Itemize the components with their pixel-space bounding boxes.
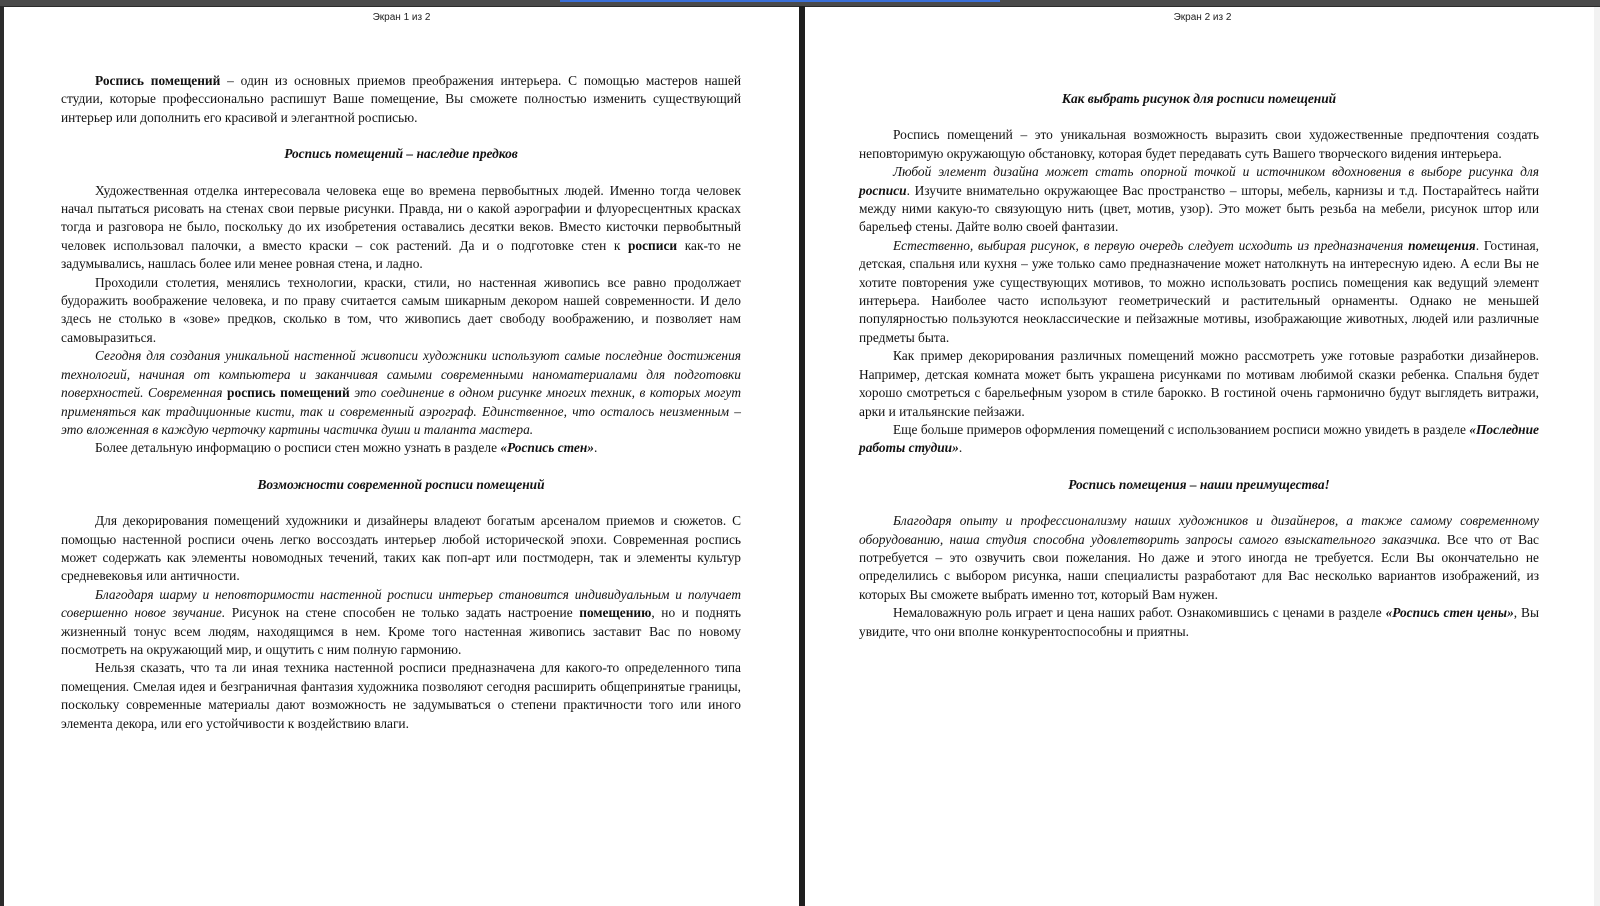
paragraph bbox=[859, 604, 1539, 641]
paragraph bbox=[61, 182, 741, 274]
screen-label: Экран 2 из 2 bbox=[1173, 12, 1232, 23]
italic-text: Естественно, выбирая рисунок, в первую очередь следует исходить из предназначения bbox=[893, 237, 1409, 253]
paragraph: Роспись помещений – это уникальная возможность выразить свои художественные предпочтения создать неповторимую окружающую обстановку, которая будет передавать суть Вашего творческого видения интерьера. bbox=[859, 127, 1539, 161]
text: , Вы увидите, что они вполне конкурентоспособны и приятны. bbox=[859, 605, 1539, 639]
paragraph: Нельзя сказать, что та ли иная техника настенной росписи предназначена для какого-то определенного типа помещения. Смелая идея и безграничная фантазия художника позволяют сегодня расширить общепринятые границы, поскольку современные материалы дают возможность не задумываться о степени практичности того или иного элемента декора, или его устойчивости к воздействию влаги. bbox=[61, 660, 741, 731]
section-heading: Роспись помещений – наследие предков bbox=[284, 146, 518, 162]
paragraph: Как пример декорирования различных помещений можно рассмотреть уже готовые разработки дизайнеров. Например, детская комната может быть украшена рисунками по мотивам любимой сказки ребенка. Спальня будет хорошо смотреться с барельефным узором в стиле барокко. В гостиной очень гармонично будут выглядеть витражи, арки и итальянские пейзажи. bbox=[859, 348, 1539, 419]
italic-text: это соединение в одном рисунке многих техник, в которых могут применяться как традиционные кисти, так и современный аэрограф. Единственное, что осталось неизменным – это вложенная в каждую черточку картины частичка души и таланта мастера. bbox=[61, 385, 741, 437]
paragraph bbox=[61, 439, 741, 457]
text: . Гостиная, детская, спальня или кухня – уже только само предназначение может натолкнуть на интересную идею. А если Вы не хотите повторения уже существующих мотивов, то можно использовать роспись помещения как ведущий элемент интерьера. Наиболее часто используют геометрический и растительный орнаменты. Однако не меньшей популярностью пользуются неоклассические и пейзажные мотивы, изображающие животных, людей или различные предметы быта. bbox=[859, 237, 1539, 345]
screen-2-pane bbox=[805, 7, 1600, 906]
paragraph: Проходили столетия, менялись технологии, краски, стили, но настенная живопись все равно продолжает будоражить воображение человека, и по праву считается самым шикарным декором нашей современности. И дело здесь не столько в «зове» предков, сколько в том, что живопись дает свободу воображению, и позволяет нам самовыразиться. bbox=[61, 274, 741, 345]
paragraph bbox=[859, 512, 1539, 604]
text: Художественная отделка интересовала человека еще во времена первобытных людей. Именно тогда человек начал пытаться рисовать на стенах свои первые рисунки. Правда, ни о какой аэрографии и флуоресцентных красках тогда и разговора не было, поскольку до их изобретения оставались десятки веков. Вместо кисточки первобытный человек использовал палочки, а вместо краски – сок растений. Да и о подготовке стен к bbox=[61, 182, 741, 253]
paragraph bbox=[61, 347, 741, 439]
bold-text: роспись помещений bbox=[227, 385, 350, 401]
text: Рисунок на стене способен не только задать настроение bbox=[225, 605, 580, 621]
vertical-scrollbar[interactable] bbox=[1594, 7, 1600, 906]
paragraph bbox=[61, 586, 741, 660]
text: , но и поднять жизненный тонус всем людям, находящимся в нем. Кроме того настенная живопись заставит Вас по новому посмотреть на окружающий мир, и ощутить с ним полную гармонию. bbox=[61, 605, 741, 657]
text: . bbox=[593, 440, 598, 456]
text: Все что от Вас потребуется – это озвучить свои пожелания. Но даже и этого иногда не требуется. Если Вы окончательно не определились с выбором рисунка, наши специалисты разработают для Вас несколько вариантов изображений, из которых Вы сможете выбрать именно тот, который Вам нужен. bbox=[859, 531, 1539, 602]
document-page bbox=[859, 90, 1539, 641]
paragraph: Для декорирования помещений художники и дизайнеры владеют богатым арсеналом приемов и сюжетов. С помощью настенной росписи очень легко воссоздать интерьер любой исторической эпохи. Современная роспись может содержать как элементы новомодных течений, таких как поп-арт или постмодерн, так и элементы культур средневековья или античности. bbox=[61, 513, 741, 584]
section-heading: Возможности современной росписи помещений bbox=[257, 476, 545, 492]
bold-text: Роспись помещений bbox=[95, 73, 221, 88]
text: . Изучите внимательно окружающее Вас пространство – шторы, мебель, карнизы и т.д. Постарайтесь найти между ними какую-то связующую нить (цвет, мотив, узор). Это может быть резьба на мебели, рисунок штор или барельеф стены. Дайте волю своей фантазии. bbox=[859, 182, 1539, 235]
section-link[interactable]: «Роспись стен цены» bbox=[1385, 605, 1514, 621]
document-page bbox=[61, 72, 741, 733]
top-strip-highlight bbox=[560, 0, 1000, 2]
text: . bbox=[958, 440, 963, 456]
text: Более детальную информацию о росписи стен можно узнать в разделе bbox=[95, 440, 501, 456]
bold-italic-text: помещения bbox=[1408, 237, 1476, 253]
section-link[interactable]: «Роспись стен» bbox=[500, 440, 594, 456]
italic-text: Благодаря опыту и профессионализму наших художников и дизайнеров, а также самому современному оборудованию, наша студия способна удовлетворить запросы самого взыскательного заказчика. bbox=[859, 513, 1539, 547]
screen-label: Экран 1 из 2 bbox=[372, 12, 431, 23]
text: как-то не задумывались, нашлась более или менее ровная стена, и ладно. bbox=[61, 237, 741, 272]
screen-1-pane bbox=[4, 7, 799, 906]
section-heading: Как выбрать рисунок для росписи помещений bbox=[1061, 91, 1337, 106]
italic-text: Благодаря шарму и неповторимости настенной росписи интерьер становится индивидуальным и получает совершенно новое звучание. bbox=[61, 586, 741, 621]
text: Еще больше примеров оформления помещений с использованием росписи можно увидеть в разделе bbox=[893, 421, 1470, 437]
paragraph bbox=[61, 72, 741, 127]
text: Немаловажную роль играет и цена наших работ. Ознакомившись с ценами в разделе bbox=[893, 605, 1386, 621]
bold-text: росписи bbox=[627, 237, 678, 253]
section-link[interactable]: «Последние работы студии» bbox=[859, 421, 1539, 456]
paragraph bbox=[859, 237, 1539, 347]
text: – один из основных приемов преображения интерьера. С помощью мастеров нашей студии, которые профессионально распишут Ваше помещение, Вы сможете полностью изменить существующий интерьер или дополнить его красивой и элегантной росписью. bbox=[61, 73, 741, 125]
italic-text: Сегодня для создания уникальной настенной живописи художники используют самые последние достижения технологий, начиная от компьютера и заканчивая самыми современными наноматериалами для подготовки поверхностей. Современная bbox=[61, 348, 741, 401]
bold-text: помещению bbox=[579, 605, 652, 621]
italic-text: Любой элемент дизайна может стать опорной точкой и источником вдохновения в выборе рисунка для bbox=[893, 164, 1539, 180]
paragraph bbox=[859, 421, 1539, 458]
section-heading: Роспись помещения – наши преимущества! bbox=[1068, 476, 1330, 492]
paragraph bbox=[859, 163, 1539, 237]
bold-italic-text: росписи bbox=[859, 182, 907, 198]
